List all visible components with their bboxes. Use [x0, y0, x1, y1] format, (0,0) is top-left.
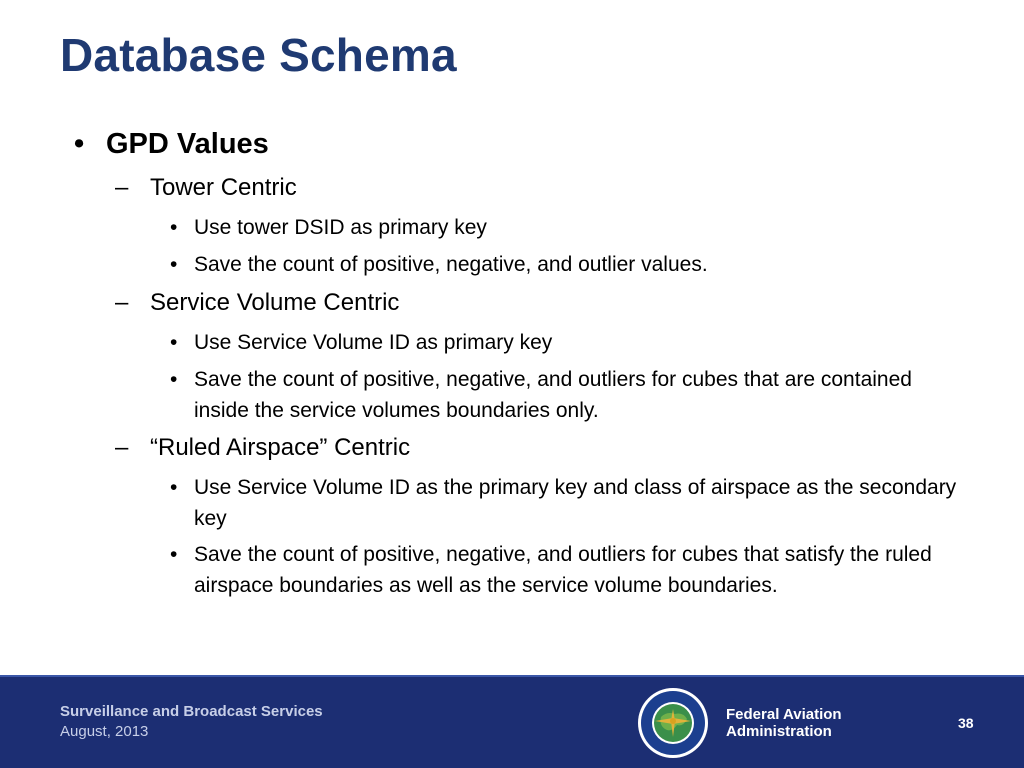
- faa-seal-icon: [637, 687, 709, 759]
- dot-glyph: •: [170, 543, 178, 566]
- dash-glyph: –: [115, 434, 129, 461]
- dash-glyph: –: [115, 289, 129, 316]
- slide-title: Database Schema: [60, 29, 457, 81]
- footer-rule: [0, 675, 1024, 677]
- dot-glyph: •: [170, 216, 178, 239]
- dot-glyph: •: [170, 331, 178, 354]
- dash-glyph: –: [115, 174, 129, 201]
- dot-glyph: •: [170, 253, 178, 276]
- bullet-glyph: •: [74, 128, 85, 160]
- section-heading-label: Tower Centric: [150, 174, 297, 201]
- dot-glyph: •: [170, 368, 178, 391]
- list-item-text: Save the count of positive, negative, and outlier values.: [194, 253, 708, 276]
- agency-line-2: Administration: [726, 723, 832, 740]
- section-heading-label: “Ruled Airspace” Centric: [150, 434, 411, 461]
- agency-name: [726, 706, 842, 740]
- list-item-text: Save the count of positive, negative, and outliers for cubes that satisfy the ruled airspace boundaries as well as the service volume boundaries.: [194, 543, 932, 597]
- footer-date: August, 2013: [60, 723, 149, 740]
- dot-glyph: •: [170, 476, 178, 499]
- list-item-text: Use Service Volume ID as the primary key and class of airspace as the secondary key: [194, 476, 957, 530]
- main-bullet-label: GPD Values: [106, 128, 269, 160]
- footer-org: Surveillance and Broadcast Services: [60, 703, 323, 720]
- list-item-text: Use tower DSID as primary key: [194, 216, 487, 239]
- list-item-text: Use Service Volume ID as primary key: [194, 331, 553, 354]
- page-number: 38: [958, 715, 974, 731]
- list-item-text: Save the count of positive, negative, and outliers for cubes that are contained inside the service volumes boundaries only.: [194, 368, 912, 422]
- agency-line-1: Federal Aviation: [726, 706, 842, 723]
- footer-bar: [0, 675, 1024, 768]
- section-heading-label: Service Volume Centric: [150, 289, 400, 316]
